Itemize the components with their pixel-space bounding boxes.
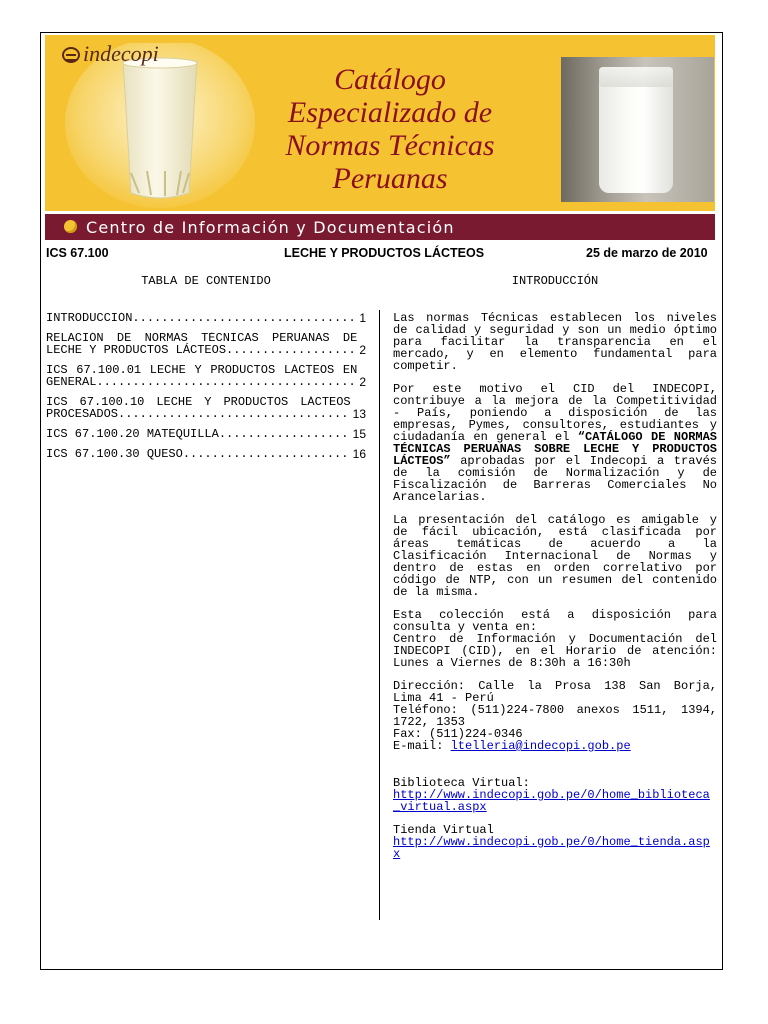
- toc-item-page: 1: [359, 311, 366, 325]
- milk-glass-image: [65, 43, 255, 208]
- toc-item-page: 2: [359, 375, 366, 389]
- toc-item-label: ICS 67.100.10 LECHE Y PRODUCTOS LÁCTEOS PROCESADOS: [46, 396, 351, 420]
- paragraph-text: Por este motivo el CID del INDECOPI, contribuye a la mejora de la Competitividad - País, poniendo a disposición de las empresas, Pymes, consultores, estudiantes y ciudadanía en general el: [393, 382, 717, 444]
- introduction-section: [393, 275, 717, 871]
- toc-item-label: INTRODUCCIÓN: [46, 312, 133, 324]
- ics-code: ICS 67.100: [46, 246, 109, 260]
- toc-item[interactable]: [46, 312, 366, 324]
- title-line: Catálogo: [334, 63, 446, 96]
- phone: Teléfono: (511)224-7800 anexos 1511, 1394, 1722, 1353: [393, 703, 717, 729]
- title-line: Peruanas: [332, 162, 448, 195]
- catalog-banner: [45, 35, 715, 240]
- indecopi-logo: [62, 41, 159, 67]
- toc-item-page: 15: [352, 427, 366, 441]
- title-line: Normas Técnicas: [285, 129, 495, 162]
- toc-item-page: 16: [352, 447, 366, 461]
- contact-info: [393, 680, 717, 752]
- toc-item[interactable]: [46, 448, 366, 460]
- toc-item-label: ICS 67.100.01 LECHE Y PRODUCTOS LÁCTEOS EN GENERAL: [46, 364, 358, 388]
- glass-rim: [599, 67, 673, 87]
- catalog-name: “CATÁLOGO DE NORMAS TÉCNICAS PERUANAS SOBRE LECHE Y PRODUCTOS LÁCTEOS”: [393, 430, 717, 468]
- library-label: Biblioteca Virtual:: [393, 776, 530, 790]
- indecopi-logo-icon: [62, 47, 80, 63]
- toc-item[interactable]: [46, 428, 366, 440]
- toc-item-label: ICS 67.100.30 QUESO: [46, 448, 183, 460]
- library-link[interactable]: http://www.indecopi.gob.pe/0/home_biblioteca_virtual.aspx: [393, 788, 710, 814]
- document-topic: LECHE Y PRODUCTOS LÁCTEOS: [284, 246, 485, 260]
- column-divider: [379, 310, 380, 920]
- paragraph-text: aprobadas por el Indecopi a través de la comisión de Normalización y de Fiscalización de Barreras Comerciales No Arancelarias.: [393, 454, 717, 504]
- office-hours: Centro de Información y Documentación del INDECOPI (CID), en el Horario de atención: Lunes a Viernes de 8:30h a 16:30h: [393, 632, 717, 670]
- library-info: [393, 777, 717, 813]
- toc-item[interactable]: [46, 332, 366, 356]
- catalog-title: [265, 63, 515, 195]
- toc-item-page: 13: [352, 407, 366, 421]
- intro-paragraph: Las normas Técnicas establecen los niveles de calidad y seguridad y son un medio óptimo para facilitar la transparencia en el mercado, y en elemento fundamental para competir.: [393, 311, 717, 373]
- toc-heading: TABLA DE CONTENIDO: [141, 274, 271, 288]
- intro-paragraph: La presentación del catálogo es amigable y de fácil ubicación, está clasificada por áreas temáticas de acuerdo a la Clasificación Internacional de Normas y dentro de estas en orden correlativo por código de NTP, con un resumen del contenido de la misma.: [393, 513, 717, 599]
- document-date: 25 de marzo de 2010: [586, 246, 708, 260]
- intro-paragraph: [393, 383, 717, 503]
- availability-paragraph: [393, 609, 717, 669]
- email-label: E-mail:: [393, 739, 451, 753]
- address: Dirección: Calle la Prosa 138 San Borja, Lima 41 - Perú: [393, 679, 717, 705]
- bullet-icon: [64, 220, 77, 233]
- toc-item[interactable]: [46, 364, 366, 388]
- banner-subtitle: Centro de Información y Documentación: [86, 218, 455, 237]
- toc-item[interactable]: [46, 396, 366, 420]
- intro-heading: INTRODUCCIÓN: [511, 274, 599, 288]
- email-link[interactable]: ltelleria@indecopi.gob.pe: [450, 739, 631, 753]
- title-line: Especializado de: [287, 96, 493, 129]
- fax: Fax: (511)224-0346: [393, 727, 523, 741]
- toc-item-label: RELACIÓN DE NORMAS TÉCNICAS PERUANAS DE LECHE Y PRODUCTOS LÁCTEOS: [46, 332, 358, 356]
- store-link[interactable]: http://www.indecopi.gob.pe/0/home_tienda.aspx: [393, 835, 710, 861]
- availability-text: Esta colección está a disposición para consulta y venta en:: [393, 608, 717, 634]
- milk-glass-photo: [561, 57, 714, 202]
- toc-item-label: ICS 67.100.20 MATEQUILLA: [46, 428, 219, 440]
- table-of-contents: [46, 275, 366, 468]
- store-info: [393, 824, 717, 860]
- store-label: Tienda Virtual: [393, 823, 494, 837]
- toc-item-page: 2: [359, 343, 366, 357]
- logo-text: indecopi: [83, 41, 159, 66]
